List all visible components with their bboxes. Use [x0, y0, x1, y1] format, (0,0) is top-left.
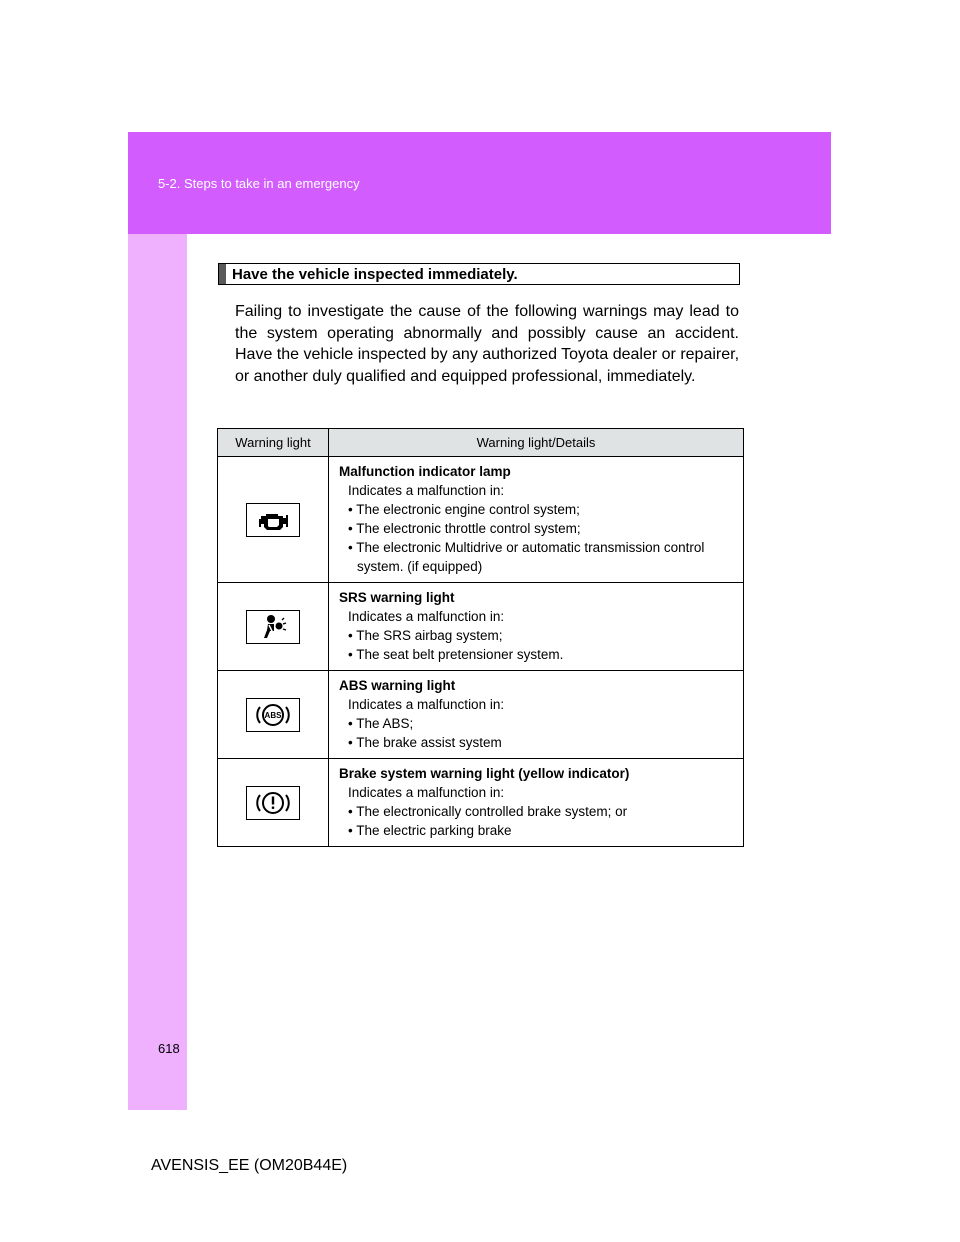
- icon-cell: [218, 457, 329, 583]
- airbag-icon: [246, 610, 300, 644]
- list-item: • The brake assist system: [348, 735, 502, 750]
- details-cell: [329, 671, 744, 759]
- details-intro: Indicates a malfunction in:: [348, 609, 505, 624]
- details-cell: [329, 457, 744, 583]
- icon-cell: [218, 671, 329, 759]
- abs-icon-text: ABS: [264, 710, 282, 720]
- light-name: Malfunction indicator lamp: [339, 464, 511, 479]
- table-row: [218, 583, 744, 671]
- list-item: • The electronically controlled brake system; or: [348, 804, 628, 819]
- list-item: • The electronic engine control system;: [348, 502, 580, 517]
- list-item: • The ABS;: [348, 716, 414, 731]
- side-strip: [128, 234, 187, 1110]
- list-item: • The seat belt pretensioner system.: [348, 647, 564, 662]
- abs-icon: [246, 698, 300, 732]
- table-row: [218, 671, 744, 759]
- notice-body: Failing to investigate the cause of the following warnings may lead to the system operating abnormally and possibly cause an accident. Have the vehicle inspected by any authorized Toyota dealer or repairer, or another duly qualified and equipped professional, immediately.: [235, 303, 740, 386]
- page-number: 618: [158, 1041, 180, 1056]
- list-item: • The electric parking brake: [348, 823, 512, 838]
- table-row: [218, 457, 744, 583]
- list-item: • The electronic throttle control system;: [348, 521, 581, 536]
- header-band: [128, 132, 831, 234]
- light-name: SRS warning light: [339, 590, 455, 605]
- notice-heading-box: [218, 263, 740, 285]
- engine-icon: [246, 503, 300, 537]
- icon-cell: [218, 759, 329, 847]
- warning-light-table: [217, 428, 744, 847]
- list-item-text: • The electronic Multidrive or automatic transmission control: [348, 540, 705, 555]
- light-name: Brake system warning light (yellow indicator): [339, 766, 630, 781]
- table-header-warning-light: Warning light: [218, 429, 329, 457]
- model-code: AVENSIS_EE (OM20B44E): [151, 1157, 348, 1174]
- list-item-continuation: system. (if equipped): [357, 559, 483, 574]
- light-name: ABS warning light: [339, 678, 456, 693]
- table-header-row: [218, 429, 744, 457]
- icon-cell: [218, 583, 329, 671]
- details-cell: [329, 583, 744, 671]
- details-intro: Indicates a malfunction in:: [348, 697, 505, 712]
- notice-heading-bar: [219, 264, 226, 284]
- table-header-details: Warning light/Details: [329, 429, 744, 457]
- details-intro: Indicates a malfunction in:: [348, 483, 505, 498]
- details-intro: Indicates a malfunction in:: [348, 785, 505, 800]
- brake-warning-icon: [246, 786, 300, 820]
- list-item: [339, 538, 743, 576]
- list-item: • The SRS airbag system;: [348, 628, 503, 643]
- notice-heading: Have the vehicle inspected immediately.: [232, 266, 518, 283]
- table-row: [218, 759, 744, 847]
- details-cell: [329, 759, 744, 847]
- section-title: 5-2. Steps to take in an emergency: [158, 176, 360, 191]
